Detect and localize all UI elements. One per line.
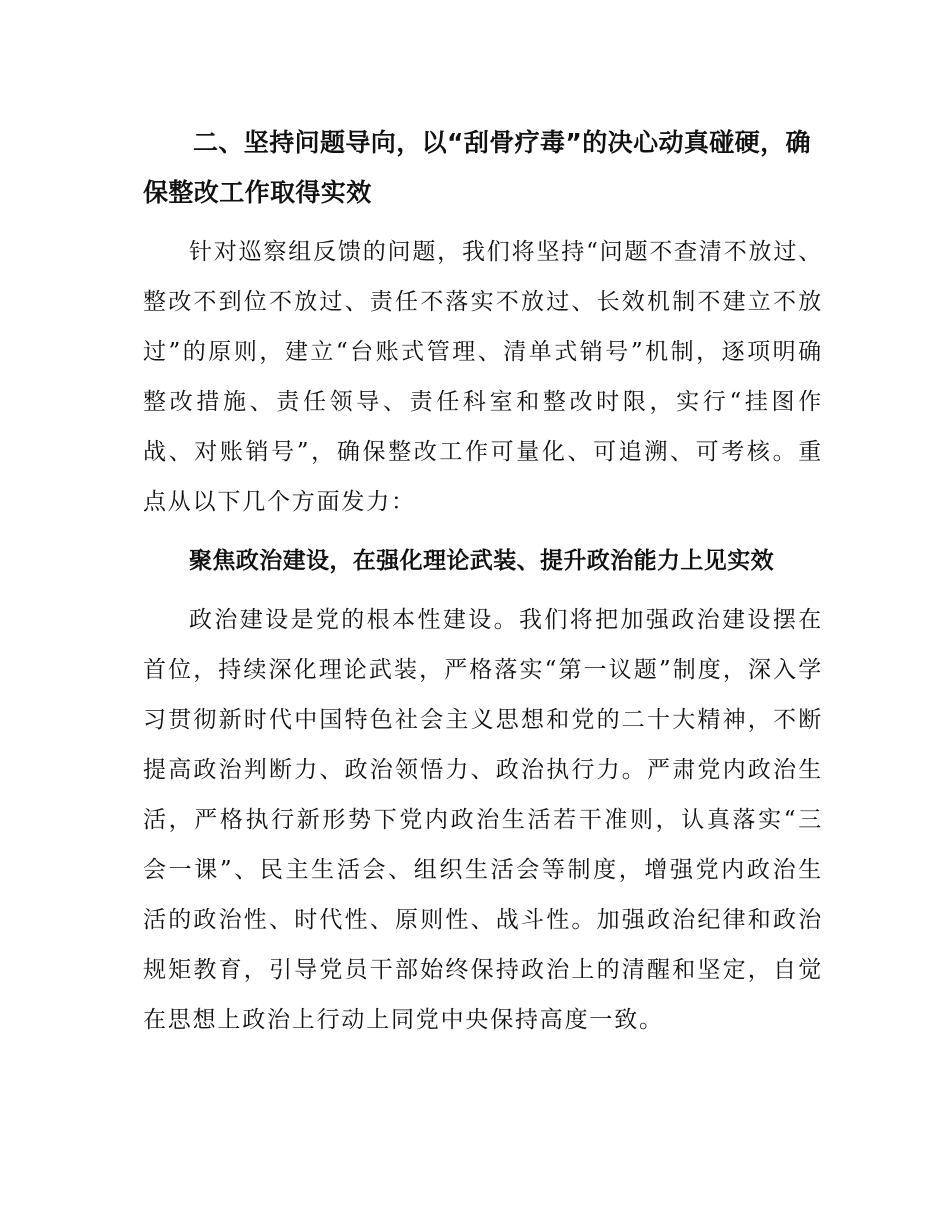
paragraph-rectification-principles: 针对巡察组反馈的问题，我们将坚持“问题不查清不放过、整改不到位不放过、责任不落实不放过、长效机制不建立不放过”的原则，建立“台账式管理、清单式销号”机制，逐项明确整改措施、责任领导、责任科室和整改时限，实行“挂图作战、对账销号”，确保整改工作可量化、可追溯、可考核。重点从以下几个方面发力： [143,239,823,515]
subsection-heading: 聚焦政治建设，在强化理论武装、提升政治能力上见实效 [189,548,774,574]
paragraph-political-building: 政治建设是党的根本性建设。我们将把加强政治建设摆在首位，持续深化理论武装，严格落实“第一议题”制度，深入学习贯彻新时代中国特色社会主义思想和党的二十大精神，不断提高政治判断力、政治领悟力、政治执行力。严肃党内政治生活，严格执行新形势下党内政治生活若干准则，认真落实“三会一课”、民主生活会、组织生活会等制度，增强党内政治生活的政治性、时代性、原则性、战斗性。加强政治纪律和政治规矩教育，引导党员干部始终保持政治上的清醒和坚定，自觉在思想上政治上行动上同党中央保持高度一致。 [143,607,823,1033]
section-heading: 二、坚持问题导向，以“刮骨疗毒”的决心动真碰硬，确保整改工作取得实效 [143,128,811,207]
document-body [143,118,823,1054]
